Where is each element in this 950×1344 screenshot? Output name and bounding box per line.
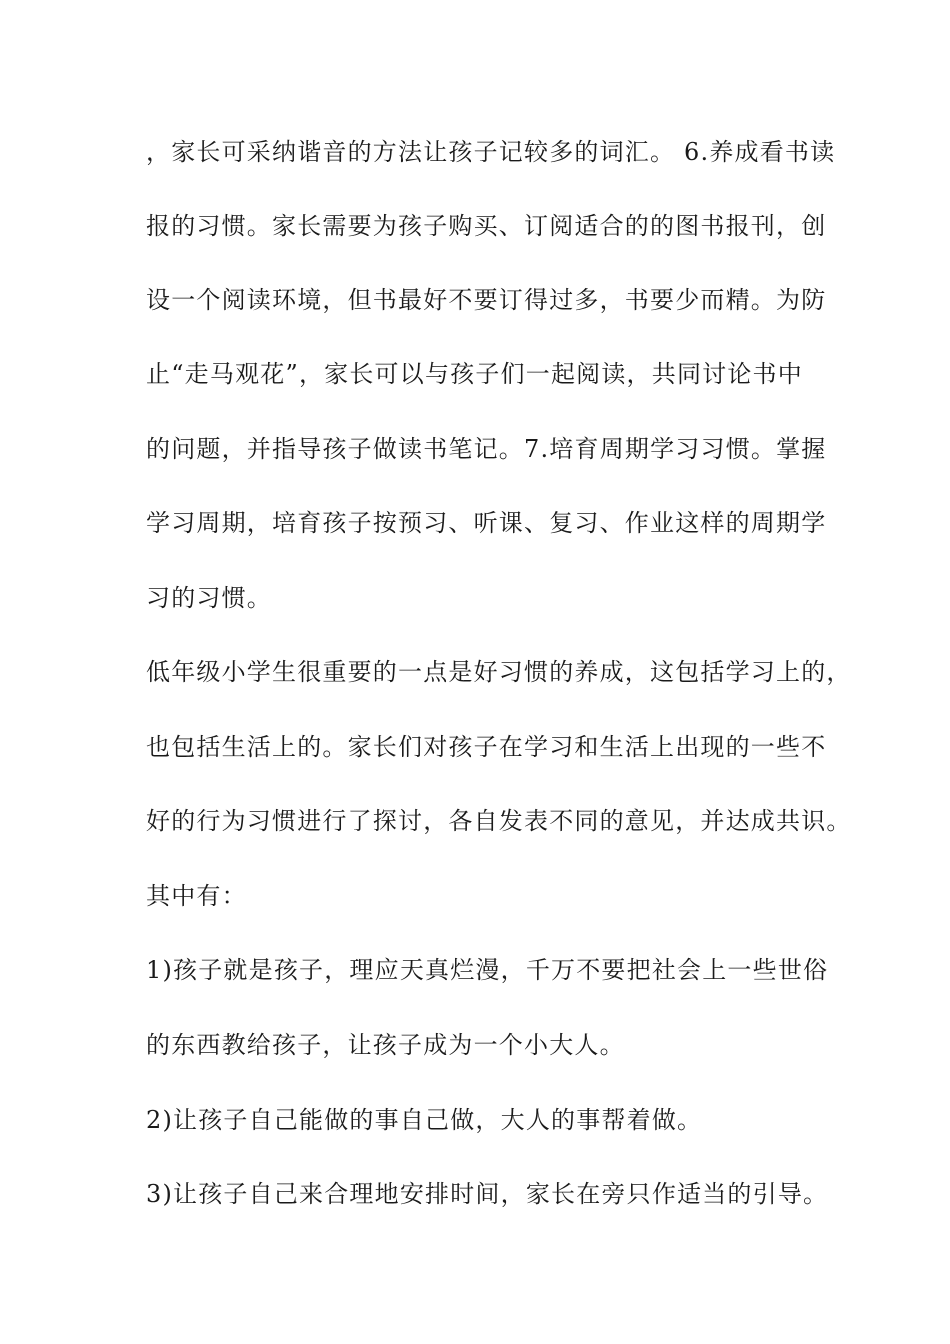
text-line-6: 学习周期，培育孩子按预习、听课、复习、作业这样的周期学 [146, 509, 827, 537]
text-line-15: 3)让孩子自己来合理地安排时间，家长在旁只作适当的引导。 [146, 1180, 829, 1208]
text-line-1: ，家长可采纳谐音的方法让孩子记较多的词汇。 6.养成看书读 [146, 138, 836, 166]
text-line-13: 的东西教给孩子，让孩子成为一个小大人。 [146, 1031, 625, 1059]
text-line-10: 好的行为习惯进行了探讨，各自发表不同的意见，并达成共识。 [146, 807, 852, 835]
text-line-3: 设一个阅读环境，但书最好不要订得过多，书要少而精。为防 [146, 286, 827, 314]
text-line-5: 的问题，并指导孩子做读书笔记。7.培育周期学习习惯。掌握 [146, 435, 827, 463]
text-line-14: 2)让孩子自己能做的事自己做，大人的事帮着做。 [146, 1106, 703, 1134]
text-line-2: 报的习惯。家长需要为孩子购买、订阅适合的的图书报刊，创 [146, 212, 827, 240]
text-line-11: 其中有： [146, 882, 247, 910]
text-line-4: 止“走马观花”，家长可以与孩子们一起阅读，共同讨论书中 [146, 360, 803, 388]
text-line-8: 低年级小学生很重要的一点是好习惯的养成，这包括学习上的， [146, 658, 852, 686]
text-line-9: 也包括生活上的。家长们对孩子在学习和生活上出现的一些不 [146, 733, 827, 761]
text-line-7: 习的习惯。 [146, 584, 272, 612]
text-line-12: 1)孩子就是孩子，理应天真烂漫，千万不要把社会上一些世俗 [146, 956, 829, 984]
